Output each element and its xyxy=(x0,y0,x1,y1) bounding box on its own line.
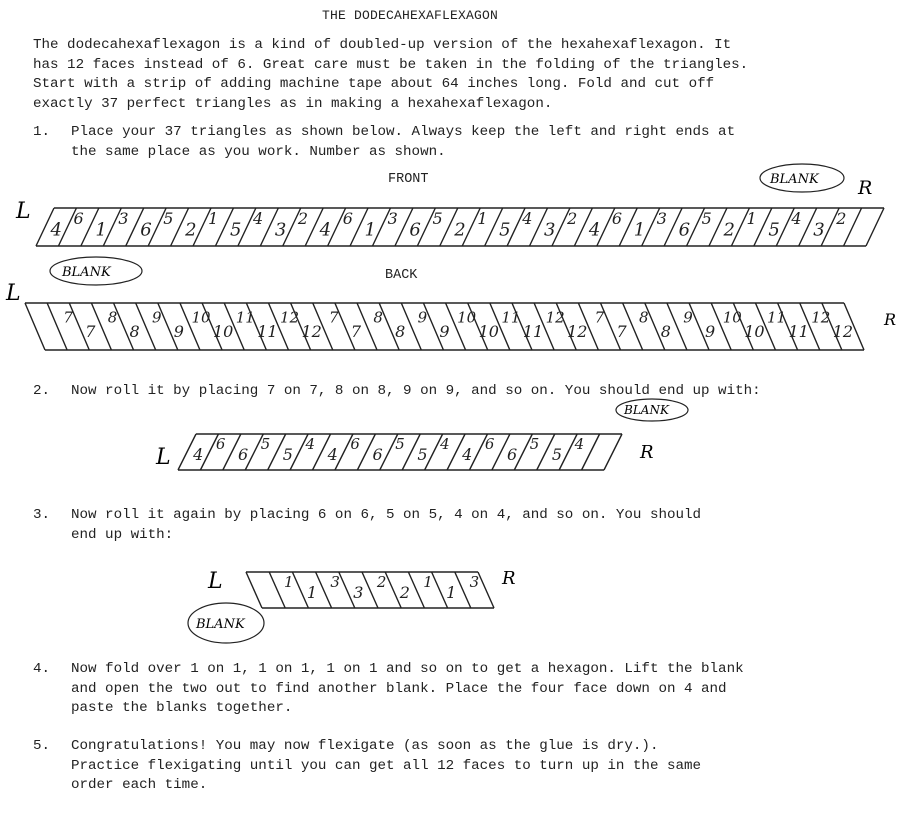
triangle-number: 7 xyxy=(63,308,73,327)
triangle-number: 2 xyxy=(376,573,387,592)
triangle-number: 5 xyxy=(499,219,511,241)
triangle-number: 1 xyxy=(423,573,433,592)
triangle-number: 9 xyxy=(417,308,428,327)
triangle-number: 11 xyxy=(235,308,255,327)
triangle-number: 4 xyxy=(305,435,316,454)
triangle-number: 8 xyxy=(373,308,383,327)
left-end-marker: L xyxy=(208,569,223,594)
triangle-number: 7 xyxy=(594,308,605,327)
left-end-marker: L xyxy=(6,281,21,306)
triangle-number: 9 xyxy=(705,321,716,341)
back-label: BACK xyxy=(385,268,418,283)
step-text: Congratulations! You may now flexigate (as soon as the glue is dry.). Practice flexigating until you can get all 12 faces to turn up in the same order each time. xyxy=(71,738,702,794)
triangle-number: 4 xyxy=(319,219,332,241)
step-number: 3. xyxy=(33,507,51,523)
left-end-marker: L xyxy=(16,199,31,224)
triangle-number: 6 xyxy=(611,208,623,228)
triangle-number: 1 xyxy=(477,208,488,228)
triangle-number: 12 xyxy=(280,308,300,327)
triangle-number: 7 xyxy=(85,321,96,341)
triangle-number: 4 xyxy=(440,435,450,454)
triangle-number: 1 xyxy=(95,219,107,241)
triangle-number: 5 xyxy=(395,435,405,454)
fold-line xyxy=(866,208,884,246)
triangle-number: 4 xyxy=(50,219,62,241)
triangle-number: 8 xyxy=(660,321,671,341)
triangle-number: 3 xyxy=(813,219,825,241)
triangle-number: 3 xyxy=(387,208,398,228)
triangle-number: 5 xyxy=(229,219,242,241)
triangle-number: 2 xyxy=(399,582,410,602)
triangle-number: 5 xyxy=(163,208,174,228)
step-2-strip-diagram xyxy=(0,400,900,490)
step-text: Now roll it again by placing 6 on 6, 5 on 5, 4 on 4, and so on. You should end up with: xyxy=(71,507,702,543)
fold-line xyxy=(316,572,332,608)
triangle-number: 2 xyxy=(836,208,847,228)
triangle-number: 1 xyxy=(284,573,294,592)
triangle-number: 1 xyxy=(633,219,646,241)
triangle-number: 12 xyxy=(301,321,322,341)
triangle-number: 6 xyxy=(237,444,249,464)
triangle-number: 4 xyxy=(588,219,601,241)
triangle-number: 6 xyxy=(342,208,353,228)
triangle-number: 6 xyxy=(140,219,152,241)
triangle-number: 11 xyxy=(766,308,787,327)
triangle-number: 3 xyxy=(118,208,129,228)
triangle-number: 12 xyxy=(545,308,565,327)
triangle-number: 6 xyxy=(507,444,518,464)
triangle-number: 9 xyxy=(151,308,162,327)
triangle-number: 7 xyxy=(329,308,339,327)
triangle-number: 6 xyxy=(372,444,383,464)
fold-line xyxy=(246,572,262,608)
triangle-number: 11 xyxy=(788,321,809,341)
triangle-number: 5 xyxy=(260,435,271,454)
triangle-number: 9 xyxy=(173,321,184,341)
right-end-marker: R xyxy=(640,442,654,463)
triangle-number: 6 xyxy=(350,435,360,454)
triangle-number: 8 xyxy=(638,308,649,327)
triangle-number: 3 xyxy=(544,219,556,241)
triangle-number: 7 xyxy=(616,321,627,341)
triangle-number: 6 xyxy=(409,219,421,241)
triangle-number: 2 xyxy=(297,208,309,228)
triangle-number: 12 xyxy=(811,308,831,327)
triangle-number: 10 xyxy=(478,321,499,341)
triangle-number: 6 xyxy=(73,208,84,228)
fold-line xyxy=(455,572,471,608)
triangle-number: 4 xyxy=(574,435,585,454)
triangle-number: 2 xyxy=(723,219,735,241)
triangle-number: 1 xyxy=(446,582,457,602)
front-label: FRONT xyxy=(388,172,429,187)
triangle-number: 4 xyxy=(327,444,338,464)
fold-line xyxy=(408,572,424,608)
triangle-number: 2 xyxy=(567,208,578,228)
step-text: Now roll it by placing 7 on 7, 8 on 8, 9 on 9, and so on. You should end up with: xyxy=(71,383,761,399)
right-end-marker: R xyxy=(502,568,516,589)
triangle-number: 10 xyxy=(212,321,234,341)
triangle-number: 2 xyxy=(185,219,197,241)
triangle-number: 11 xyxy=(522,321,544,341)
triangle-number: 10 xyxy=(722,308,742,327)
blank-callout: BLANK xyxy=(196,617,245,632)
triangle-number: 8 xyxy=(107,308,118,327)
triangle-number: 1 xyxy=(364,219,376,241)
triangle-number: 11 xyxy=(501,308,521,327)
triangle-number: 5 xyxy=(529,435,540,454)
triangle-number: 1 xyxy=(306,582,318,602)
triangle-number: 3 xyxy=(274,219,287,241)
triangle-number: 10 xyxy=(457,308,477,327)
blank-callout: BLANK xyxy=(624,403,669,417)
triangle-number: 7 xyxy=(350,321,362,341)
left-end-marker: L xyxy=(156,445,171,470)
step-number: 1. xyxy=(33,124,51,140)
triangle-number: 5 xyxy=(282,444,293,464)
fold-line xyxy=(478,572,494,608)
triangle-number: 4 xyxy=(791,208,802,228)
step-text: Place your 37 triangles as shown below. Always keep the left and right ends at the same place as you work. Number as shown. xyxy=(71,124,736,160)
triangle-number: 5 xyxy=(768,219,780,241)
triangle-number: 1 xyxy=(746,208,757,228)
triangle-number: 4 xyxy=(193,444,204,464)
triangle-number: 12 xyxy=(567,321,588,341)
triangle-number: 6 xyxy=(678,219,691,241)
triangle-number: 9 xyxy=(439,321,450,341)
fold-line xyxy=(582,434,600,470)
triangle-number: 5 xyxy=(417,444,428,464)
triangle-number: 5 xyxy=(551,444,563,464)
triangle-number: 3 xyxy=(330,573,340,592)
triangle-number: 10 xyxy=(191,308,211,327)
triangle-number: 5 xyxy=(432,208,443,228)
triangle-number: 6 xyxy=(484,435,495,454)
blank-callout: BLANK xyxy=(770,172,819,187)
blank-callout: BLANK xyxy=(62,265,111,280)
fold-line xyxy=(362,572,378,608)
triangle-number: 12 xyxy=(832,321,854,341)
triangle-number: 9 xyxy=(683,308,693,327)
triangle-number: 11 xyxy=(257,321,278,341)
page-title: THE DODECAHEXAFLEXAGON xyxy=(321,8,499,23)
triangle-number: 4 xyxy=(462,444,473,464)
fold-line xyxy=(269,572,285,608)
front-strip-diagram xyxy=(0,168,900,263)
step-number: 2. xyxy=(33,383,51,399)
step-number: 4. xyxy=(33,661,51,677)
right-end-marker: R xyxy=(884,310,897,329)
triangle-number: 1 xyxy=(208,208,219,228)
step-3-strip-diagram xyxy=(0,560,900,660)
triangle-number: 3 xyxy=(353,582,364,602)
triangle-number: 8 xyxy=(129,321,140,341)
triangle-number: 3 xyxy=(656,208,667,228)
step-text: Now fold over 1 on 1, 1 on 1, 1 on 1 and so on to get a hexagon. Lift the blank and open the two out to find another blank. Place the four face down on 4 and paste the blanks together. xyxy=(71,661,744,717)
triangle-number: 10 xyxy=(744,321,765,341)
back-strip-diagram xyxy=(0,258,900,353)
intro-paragraph: The dodecahexaflexagon is a kind of doubled-up version of the hexahexaflexagon. It has 12 faces instead of 6. Great care must be taken in the folding of the triangles. Start with a strip of adding machine tape about 64 inches long. Fold and cut off exactly 37 perfect triangles as in making a hexahexaflexagon. xyxy=(33,37,749,112)
triangle-number: 4 xyxy=(253,208,264,228)
triangle-number: 6 xyxy=(215,435,226,454)
triangle-number: 3 xyxy=(469,573,480,592)
triangle-number: 4 xyxy=(522,208,533,228)
step-number: 5. xyxy=(33,738,51,754)
fold-line xyxy=(25,303,45,350)
fold-line xyxy=(604,434,622,470)
triangle-number: 2 xyxy=(454,219,466,241)
right-end-marker: R xyxy=(858,177,873,199)
triangle-number: 5 xyxy=(701,208,712,228)
triangle-number: 8 xyxy=(395,321,406,341)
